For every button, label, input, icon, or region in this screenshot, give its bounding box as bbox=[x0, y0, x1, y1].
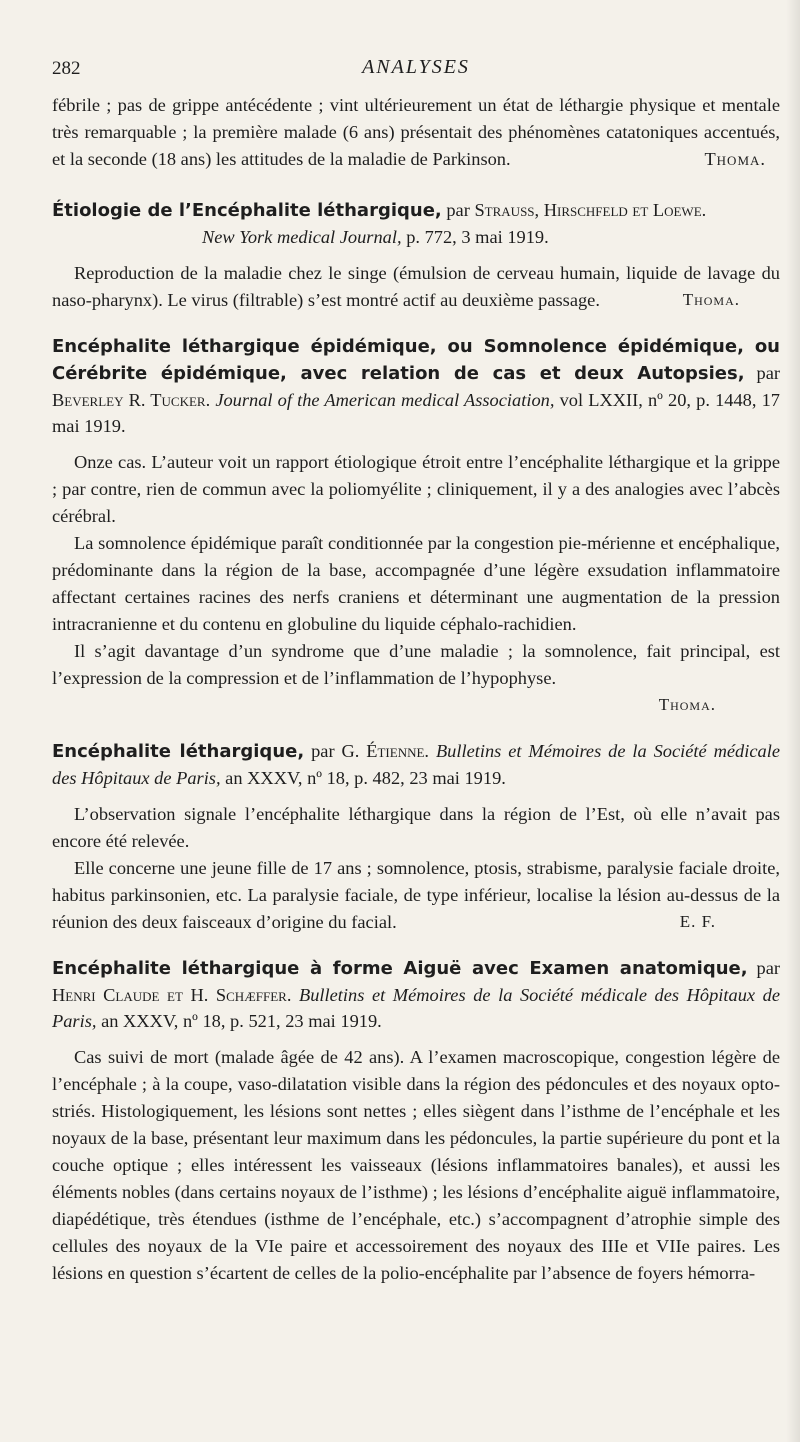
article-4-paragraph-1: Cas suivi de mort (malade âgée de 42 ans). A l’examen macroscopique, congestion légère de l’encéphale ; à la coupe, vaso-dilatation visible dans la région des pédoncules et des noyaux opto-striés. Histologiquement, les lésions sont nettes ; elles siègent dans l’isthme de l’encéphale et les noyaux de la base, présentant leur maximum dans les pédoncules, la partie supérieure du pont et la couche optique ; elles intéressent les vaisseaux (lésions inflammatoires banales), et aussi les éléments nobles (dans certains noyaux de l’isthme) ; les lésions d’encéphalite aiguë inflammatoire, diapédétique, très étendues (isthme de l’encéphale, etc.) s’accompagnent d’atrophie simple des cellules des noyaux de la VIe paire et accessoirement des noyaux des IIIe et VIIe paires. Les lésions en question s’écartent de celles de la polio-encéphalite par l’absence de foyers hémorra- bbox=[52, 1047, 780, 1283]
article-ref-1: p. 772, 3 mai 1919. bbox=[406, 227, 549, 247]
article-ref-4: an XXXV, nº 18, p. 521, 23 mai 1919. bbox=[101, 1011, 382, 1031]
article-ref-2: vol LXXII, nº 20, p. 1448, 17 mai 1919. bbox=[52, 390, 780, 436]
article-3-signature: E. F. bbox=[679, 912, 716, 931]
article-2-paragraph-2: La somnolence épidémique paraît conditionnée par la congestion pie-mérienne et encéphalique, prédominante dans la région de la base, accompagnée d’une légère exsudation inflammatoire affectant certaines racines des nerfs craniens et déterminant une augmentation de la pression intracranienne et du contenu en globuline du liquide céphalo-rachidien. bbox=[52, 533, 780, 634]
article-heading-1 bbox=[52, 197, 780, 250]
article-title-1: Étiologie de l’Encéphalite léthargique, bbox=[52, 200, 442, 221]
article-by-3: par bbox=[311, 741, 335, 761]
page bbox=[52, 52, 780, 1287]
article-2-paragraph-1: Onze cas. L’auteur voit un rapport étiologique étroit entre l’encéphalite léthargique et la grippe ; par contre, rien de commun avec la poliomyélite ; cliniquement, il y a des analogies avec l’abcès cérébral. bbox=[52, 452, 780, 526]
article-authors-1: Strauss, Hirschfeld et Loewe. bbox=[474, 200, 707, 220]
article-2-paragraph-3: Il s’agit davantage d’un syndrome que d’une maladie ; la somnolence, fait principal, est l’expression de la compression et de l’inflammation de l’hypophyse. bbox=[52, 641, 780, 688]
article-heading-3 bbox=[52, 738, 780, 791]
article-title-2: Encéphalite léthargique épidémique, ou Somnolence épidémique, ou Cérébrite épidémique, avec relation de cas et deux Autopsies, bbox=[52, 336, 780, 384]
article-journal-3: Bulletins et Mémoires de la Société médicale des Hôpitaux de Paris, bbox=[52, 741, 780, 788]
running-title: ANALYSES bbox=[362, 56, 470, 78]
article-authors-3: G. Étienne. bbox=[341, 741, 430, 761]
article-title-3: Encéphalite léthargique, bbox=[52, 741, 305, 762]
running-head bbox=[52, 52, 780, 92]
article-2-signature: Thoma. bbox=[658, 695, 716, 714]
article-title-4: Encéphalite léthargique à forme Aiguë avec Examen anatomique, bbox=[52, 958, 748, 979]
article-journal-4: Bulletins et Mémoires de la Société médicale des Hôpitaux de Paris, bbox=[52, 985, 780, 1031]
intro-paragraph bbox=[52, 92, 780, 173]
article-1-signature: Thoma. bbox=[682, 290, 740, 309]
article-1-paragraph-1: Reproduction de la maladie chez le singe (émulsion de cerveau humain, liquide de lavage du naso-pharynx). Le virus (filtrable) s’est montré actif au deuxième passage. bbox=[52, 263, 780, 310]
article-heading-4 bbox=[52, 955, 780, 1034]
article-3-paragraph-1: L’observation signale l’encéphalite léthargique dans la région de l’Est, où elle n’avait pas encore été relevée. bbox=[52, 804, 780, 851]
article-authors-4: Henri Claude et H. Schæffer. bbox=[52, 985, 292, 1005]
intro-signature: Thoma. bbox=[704, 149, 766, 169]
article-3-paragraph-2: Elle concerne une jeune fille de 17 ans ; somnolence, ptosis, strabisme, paralysie faciale droite, habitus parkinsonien, etc. La paralysie faciale, de type inférieur, localise la lésion au-dessus de la réunion des deux faisceaux d’origine du facial. bbox=[52, 858, 780, 932]
page-edge-shadow bbox=[786, 0, 800, 1442]
intro-text: fébrile ; pas de grippe antécédente ; vint ultérieurement un état de léthargie physique et mentale très remarquable ; la première malade (6 ans) présentait des phénomènes catatoniques accentués, et la seconde (18 ans) les attitudes de la maladie de Parkinson. bbox=[52, 95, 780, 169]
article-authors-2: Beverley R. Tucker. bbox=[52, 390, 211, 410]
article-reference-1 bbox=[52, 224, 780, 250]
article-journal-1: New York medical Journal, bbox=[202, 227, 402, 247]
article-journal-2: Journal of the American medical Association, bbox=[215, 390, 555, 410]
article-ref-3: an XXXV, nº 18, p. 482, 23 mai 1919. bbox=[225, 768, 506, 788]
article-heading-2 bbox=[52, 333, 780, 439]
page-number: 282 bbox=[52, 58, 81, 79]
article-by-4: par bbox=[756, 958, 780, 978]
article-by-1: par bbox=[446, 200, 470, 220]
article-by-2: par bbox=[756, 363, 780, 383]
